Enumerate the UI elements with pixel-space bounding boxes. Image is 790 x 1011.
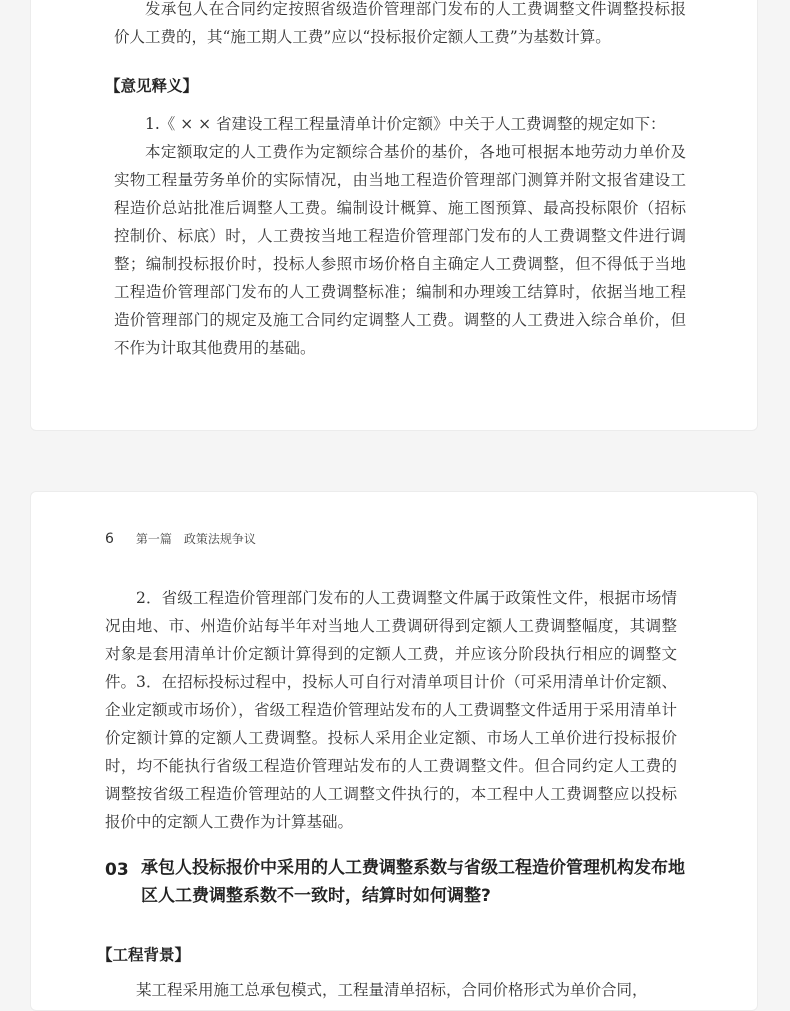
background-paragraph: 某工程采用施工总承包模式，工程量清单招标，合同价格形式为单价合同， [136, 981, 648, 999]
background-heading: 【工程背景】 [97, 946, 191, 964]
item2-paragraph: 2．省级工程造价管理部门发布的人工费调整文件属于政策性文件，根据市场情况由地、市、州造价站每半年对当地人工费调研得到定额人工费调整幅度，其调整对象是套用清单计价定额计算得到的定额人工费，并应该分阶段执行相应的调整文件。 [105, 589, 677, 691]
intro-paragraph: 发承包人在合同约定按照省级造价管理部门发布的人工费调整文件调整投标报价人工费的，其“施工期人工费”应以“投标报价定额人工费”为基数计算。 [114, 0, 686, 46]
question-number: 03 [105, 860, 129, 880]
page-upper [30, 0, 758, 431]
running-header [105, 530, 256, 547]
question-title: 承包人投标报价中采用的人工费调整系数与省级工程造价管理机构发布地区人工费调整系数不一致时，结算时如何调整? [141, 858, 685, 906]
running-title: 第一篇 政策法规争议 [135, 532, 256, 546]
opinion-heading: 【意见释义】 [105, 77, 199, 95]
page-number: 6 [105, 531, 114, 547]
page-lower [30, 491, 758, 1011]
item1-lead: 1.《 × × 省建设工程工程量清单计价定额》中关于人工费调整的规定如下： [145, 115, 666, 133]
item3-paragraph: 3．在招标投标过程中，投标人可自行对清单项目计价（可采用清单计价定额、企业定额或市场价），省级工程造价管理站发布的人工费调整文件适用于采用清单计价定额计算的定额人工费调整。投标人采用企业定额、市场人工单价进行投标报价时，均不能执行省级工程造价管理站发布的人工费调整文件。但合同约定人工费的调整按省级工程造价管理站的人工调整文件执行的，本工程中人工费调整应以投标报价中的定额人工费作为计算基础。 [105, 673, 677, 831]
item1-body: 本定额取定的人工费作为定额综合基价的基价，各地可根据本地劳动力单价及实物工程量劳务单价的实际情况，由当地工程造价管理部门测算并附文报省建设工程造价总站批准后调整人工费。编制设计概算、施工图预算、最高投标限价（招标控制价、标底）时，人工费按当地工程造价管理部门发布的人工费调整文件进行调整；编制投标报价时，投标人参照市场价格自主确定人工费调整，但不得低于当地工程造价管理部门发布的人工费调整标准；编制和办理竣工结算时，依据当地工程造价管理部门的规定及施工合同约定调整人工费。调整的人工费进入综合单价，但不作为计取其他费用的基础。 [114, 143, 686, 357]
